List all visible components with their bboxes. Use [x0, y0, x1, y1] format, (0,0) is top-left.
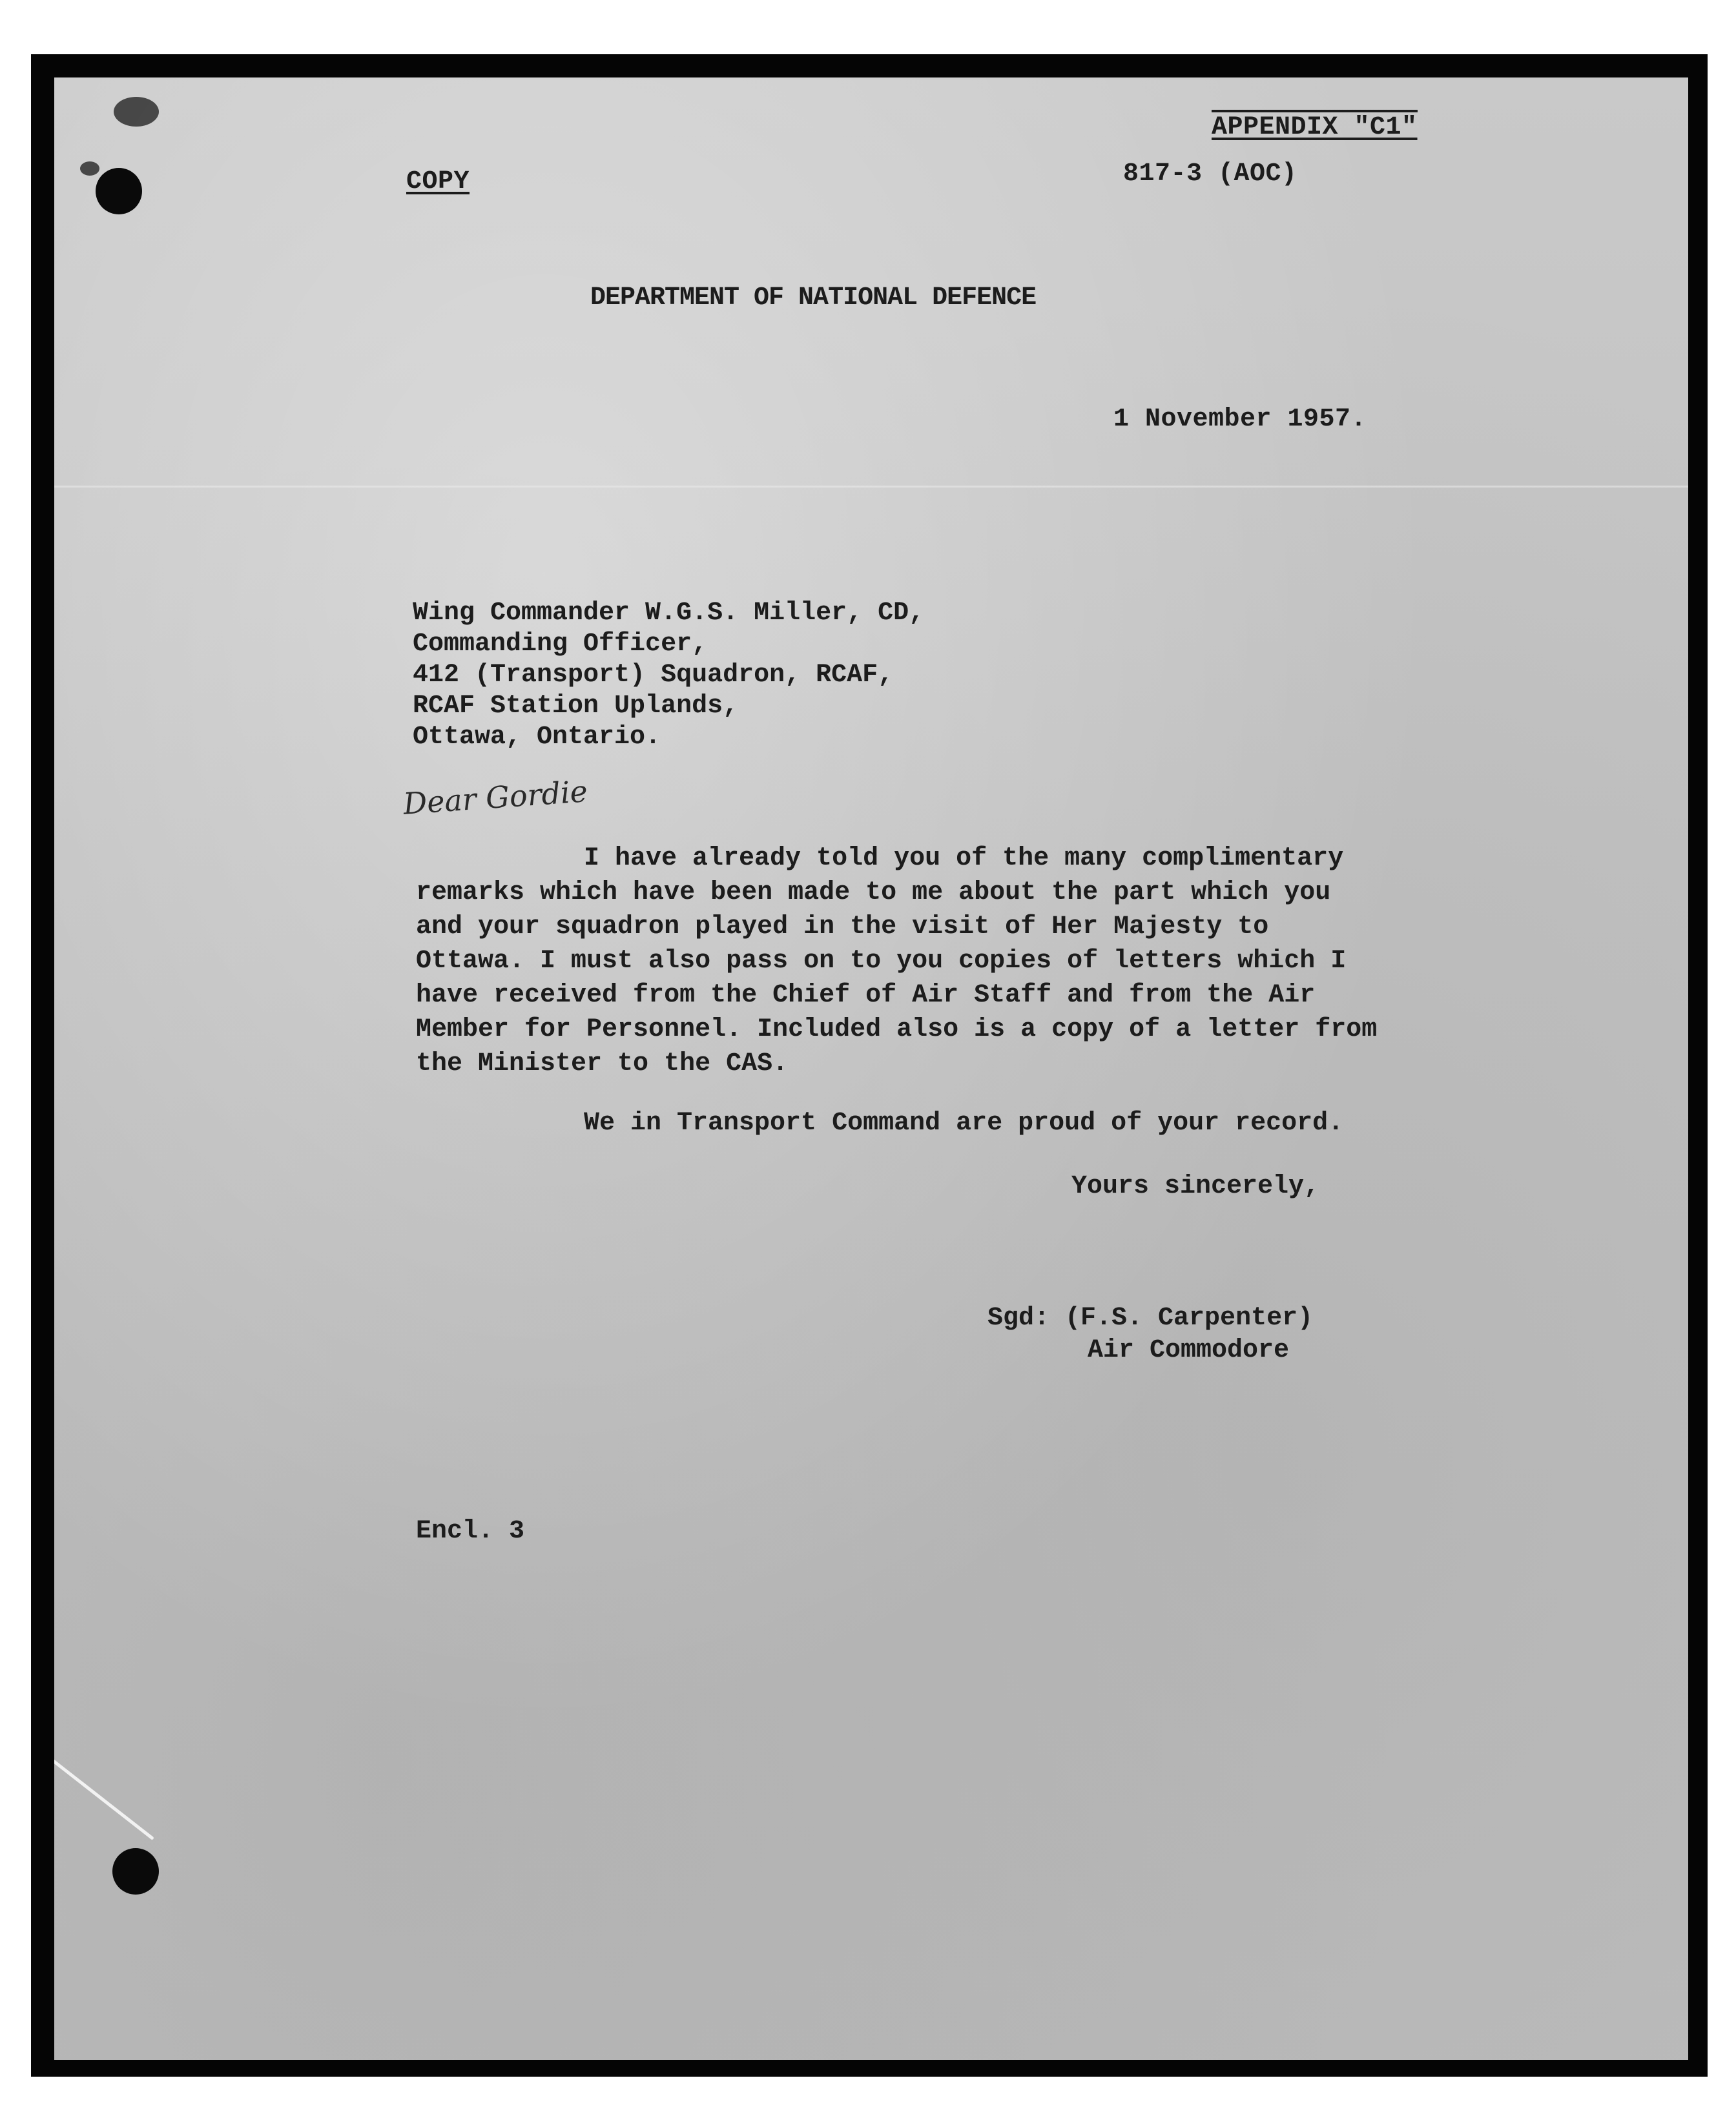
ink-smudge: [114, 97, 159, 127]
addressee-line: Wing Commander W.G.S. Miller, CD,: [413, 599, 925, 628]
body-line: the Minister to the CAS.: [416, 1049, 789, 1078]
body-line: I have already told you of the many complimentary: [584, 844, 1344, 873]
body-paragraph-2: We in Transport Command are proud of your record.: [584, 1109, 1344, 1138]
handwritten-salutation: Dear Gordie: [402, 774, 589, 821]
body-line: and your squadron played in the visit of Her Majesty to: [416, 912, 1269, 941]
closing: Yours sincerely,: [1071, 1172, 1320, 1201]
body-line: have received from the Chief of Air Staff and from the Air: [416, 981, 1316, 1010]
addressee-line: RCAF Station Uplands,: [413, 692, 739, 721]
letter-date: 1 November 1957.: [1113, 405, 1367, 434]
letterhead: DEPARTMENT OF NATIONAL DEFENCE: [590, 283, 1037, 313]
signature-rank: Air Commodore: [1088, 1336, 1290, 1365]
addressee-line: Ottawa, Ontario.: [413, 723, 661, 752]
addressee-line: Commanding Officer,: [413, 630, 708, 659]
letter-page: [54, 77, 1688, 2060]
enclosure-note: Encl. 3: [416, 1517, 525, 1546]
punch-hole-top: [96, 168, 142, 214]
ink-smudge: [80, 161, 99, 176]
body-line: Member for Personnel. Included also is a copy of a letter from: [416, 1015, 1378, 1044]
signature-name: Sgd: (F.S. Carpenter): [987, 1304, 1314, 1333]
addressee-line: 412 (Transport) Squadron, RCAF,: [413, 661, 894, 690]
copy-mark: COPY: [406, 167, 470, 196]
punch-hole-bottom: [112, 1848, 159, 1895]
paper-fold-line: [54, 486, 1688, 488]
file-reference: 817-3 (AOC): [1123, 159, 1297, 189]
body-line: Ottawa. I must also pass on to you copies of letters which I: [416, 947, 1347, 976]
body-line: remarks which have been made to me about the part which you: [416, 878, 1331, 907]
film-scratch: [54, 1751, 154, 1840]
appendix-label: APPENDIX "C1": [1212, 110, 1418, 141]
